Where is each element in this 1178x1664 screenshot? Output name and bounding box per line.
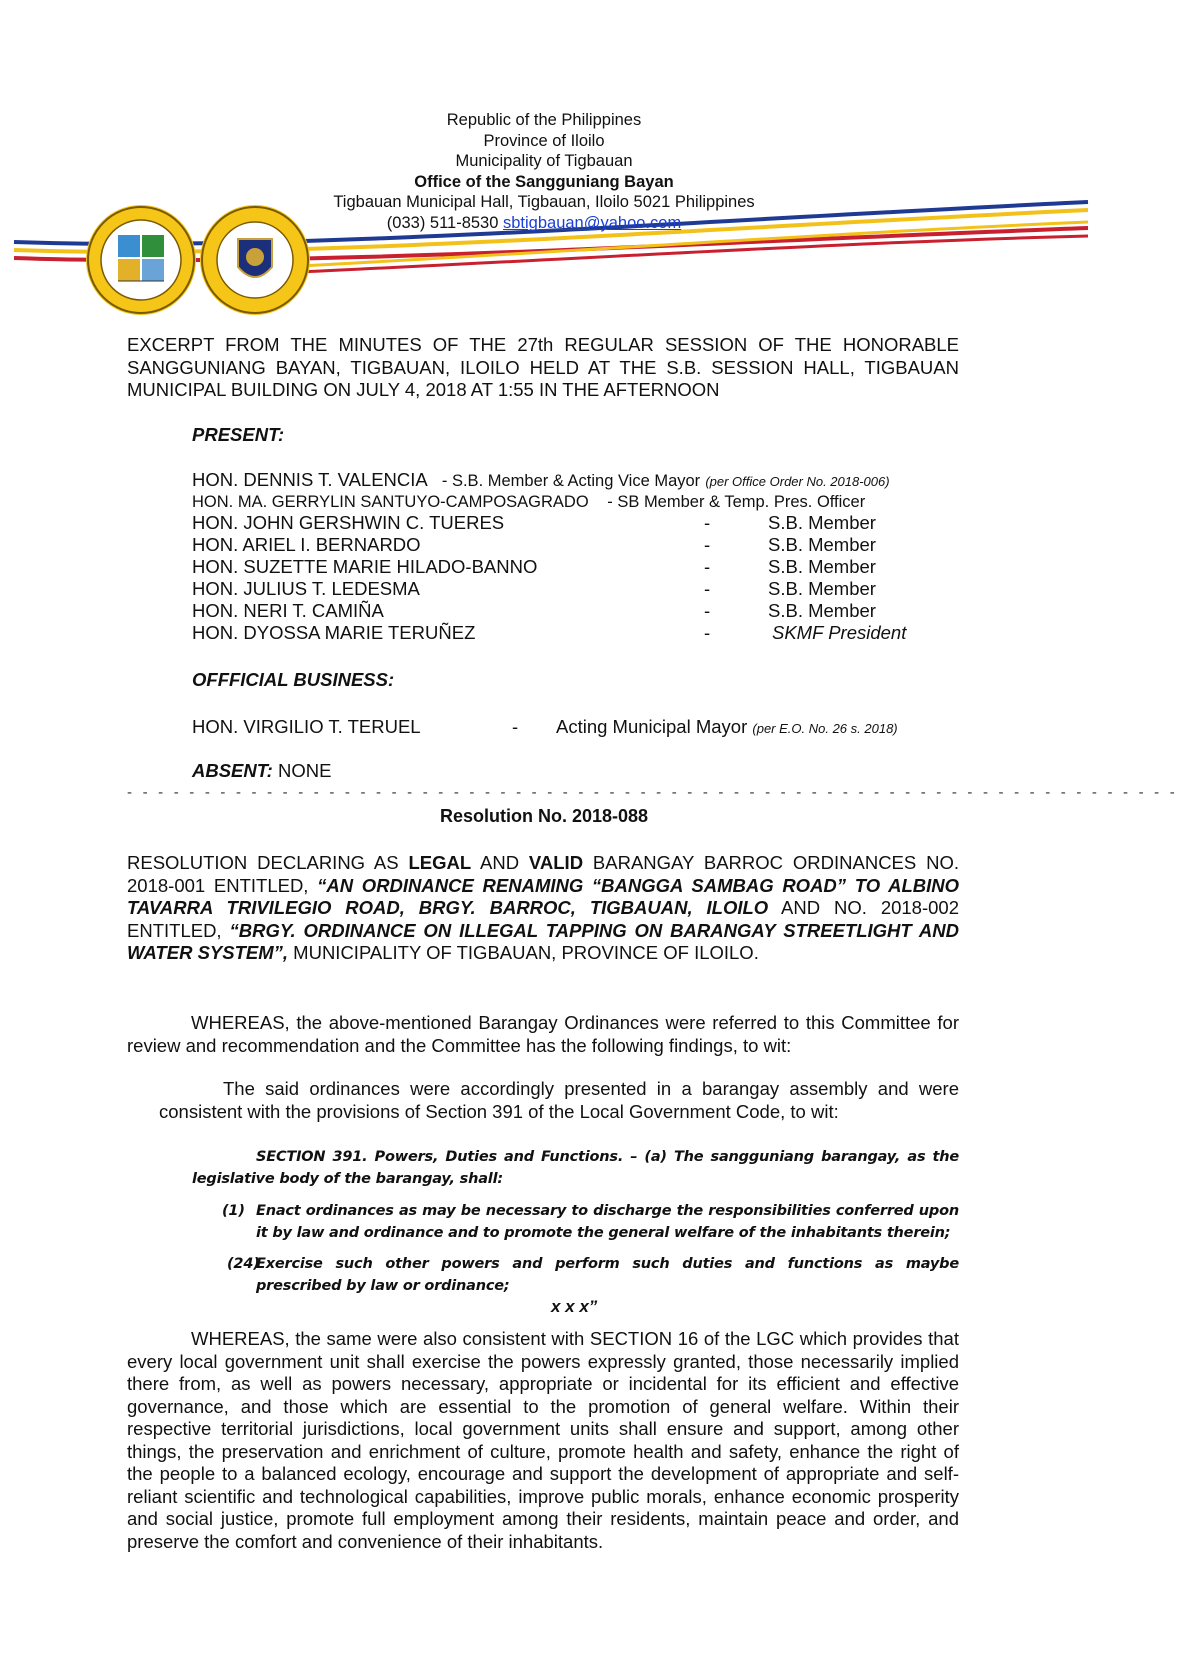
member-dash: - — [704, 578, 711, 599]
item-1-number: (1) — [222, 1203, 245, 1219]
province-line: Province of Iloilo — [483, 131, 605, 150]
member-name: HON. ARIEL I. BERNARDO — [192, 534, 421, 555]
phone-number: (033) 511-8530 — [386, 213, 499, 232]
address-line: Tigbauan Municipal Hall, Tigbauan, Iloilo 5021 Philippines — [333, 193, 755, 211]
resolution-legal: LEGAL — [408, 852, 472, 873]
member-role: SKMF President — [772, 622, 907, 643]
absent-value: NONE — [272, 760, 332, 781]
email-link[interactable]: sbtigbauan@yahoo.com — [503, 213, 682, 232]
ellipsis-xxx: x x x” — [551, 1297, 598, 1316]
official-name: HON. VIRGILIO T. TERUEL — [192, 716, 421, 737]
member-note: (per Office Order No. 2018-006) — [705, 474, 890, 489]
letterhead — [0, 110, 1088, 233]
member-role: - S.B. Member & Acting Vice Mayor — [441, 472, 701, 490]
member-dash: - — [704, 600, 711, 621]
present-heading: PRESENT: — [192, 424, 285, 445]
separator: - - - - - - - - - - - - - - - - - - - - - - - - - - - - - - - - - - - - - - - - - - - - - - - - - - - - - - - - - - - - - - - - - - - - — [127, 784, 1178, 801]
member-name: HON. SUZETTE MARIE HILADO-BANNO — [192, 556, 538, 577]
item-24-number: (24) — [227, 1256, 260, 1272]
member-role: - SB Member & Temp. Pres. Officer — [607, 493, 866, 511]
item-24-text: Exercise such other powers and perform such duties and functions as maybe prescribed by law or ordinance; — [256, 1256, 959, 1294]
resolution-text: MUNICIPALITY OF TIGBAUAN, PROVINCE OF ILOILO. — [288, 942, 759, 963]
member-name: HON. DENNIS T. VALENCIA — [192, 469, 427, 490]
republic-line: Republic of the Philippines — [446, 111, 642, 129]
resolution-text: AND NO. 2018-002 ENTITLED, — [127, 897, 959, 941]
member-name: HON. DYOSSA MARIE TERUÑEZ — [192, 622, 476, 643]
resolution-text: RESOLUTION DECLARING AS — [127, 852, 409, 873]
member-role: S.B. Member — [768, 600, 876, 621]
resolution-text: AND — [471, 852, 529, 873]
excerpt-heading: EXCERPT FROM THE MINUTES OF THE 27th REGULAR SESSION OF THE HONORABLE SANGGUNIANG BAYAN, TIGBAUAN, ILOILO HELD AT THE S.B. SESSION HALL, TIGBAUAN MUNICIPAL BUILDING ON JULY 4, 2018 AT 1:55 IN THE AFTERNOON — [127, 334, 959, 400]
resolution-valid: VALID — [528, 852, 584, 873]
member-role: S.B. Member — [768, 556, 876, 577]
said-paragraph: The said ordinances were accordingly presented in a barangay assembly and were consistent with the provisions of Section 391 of the Local Government Code, to wit: — [159, 1078, 959, 1122]
official-heading: OFFFICIAL BUSINESS: — [192, 669, 395, 690]
official-role: Acting Municipal Mayor — [556, 716, 748, 737]
resolution-text: BARANGAY BARROC ORDINANCES NO. 2018-001 ENTITLED, — [127, 852, 959, 896]
member-dash: - — [704, 512, 711, 533]
member-role: S.B. Member — [768, 534, 876, 555]
resolution-title — [127, 852, 959, 965]
contact-line — [0, 213, 1088, 234]
office-line: Office of the Sangguniang Bayan — [414, 172, 674, 191]
member-dash: - — [704, 534, 711, 555]
ordinance-title-1: “AN ORDINANCE RENAMING “BANGGA SAMBAG ROAD” TO ALBINO TAVARRA TRIVILEGIO ROAD, BRGY. BARROC, TIGBAUAN, ILOILO — [127, 874, 959, 918]
member-role: S.B. Member — [768, 578, 876, 599]
resolution-number: Resolution No. 2018-088 — [439, 806, 649, 826]
member-name: HON. JOHN GERSHWIN C. TUERES — [192, 512, 505, 533]
present-row-valencia — [192, 469, 890, 493]
absent-line — [192, 760, 331, 782]
official-role-wrap — [556, 716, 898, 740]
whereas-paragraph-1: WHEREAS, the above-mentioned Barangay Ordinances were referred to this Committee for review and recommendation and the Committee has the following findings, to wit: — [127, 1012, 959, 1056]
absent-label: ABSENT: — [192, 760, 273, 781]
member-name: HON. NERI T. CAMIÑA — [192, 600, 384, 621]
member-name: HON. JULIUS T. LEDESMA — [192, 578, 420, 599]
whereas-paragraph-2: WHEREAS, the same were also consistent with SECTION 16 of the LGC which provides that every local government unit shall exercise the powers expressly granted, those necessarily implied there from, as well as powers necessary, appropriate or incidental for its efficient and effective governance, and those which are essential to the promotion of general welfare. Within their respective territorial jurisdictions, local government units shall ensure and support, among other things, the preservation and enrichment of culture, promote health and safety, enhance the right of the people to a balanced ecology, encourage and support the development of appropriate and self-reliant scientific and technological capabilities, improve public morals, enhance economic prosperity and social justice, promote full employment among their residents, maintain peace and order, and preserve the comfort and convenience of their inhabitants. — [127, 1328, 959, 1552]
member-role: S.B. Member — [768, 512, 876, 533]
member-dash: - — [704, 622, 711, 643]
official-dash: - — [512, 716, 519, 737]
ordinance-title-2: “BRGY. ORDINANCE ON ILLEGAL TAPPING ON BARANGAY STREETLIGHT AND WATER SYSTEM”, — [127, 919, 959, 963]
official-note: (per E.O. No. 26 s. 2018) — [752, 721, 898, 736]
section-391-intro: SECTION 391. Powers, Duties and Functions. – (a) The sangguniang barangay, as the legislative body of the barangay, shall: — [192, 1149, 959, 1187]
municipality-line: Municipality of Tigbauan — [455, 152, 633, 170]
item-1-text: Enact ordinances as may be necessary to discharge the responsibilities conferred upon it by law and ordinance and to promote the general welfare of the inhabitants therein; — [256, 1203, 959, 1241]
member-dash: - — [704, 556, 711, 577]
member-name: HON. MA. GERRYLIN SANTUYO-CAMPOSAGRADO — [192, 493, 589, 511]
present-row-camposagrado — [192, 491, 865, 513]
